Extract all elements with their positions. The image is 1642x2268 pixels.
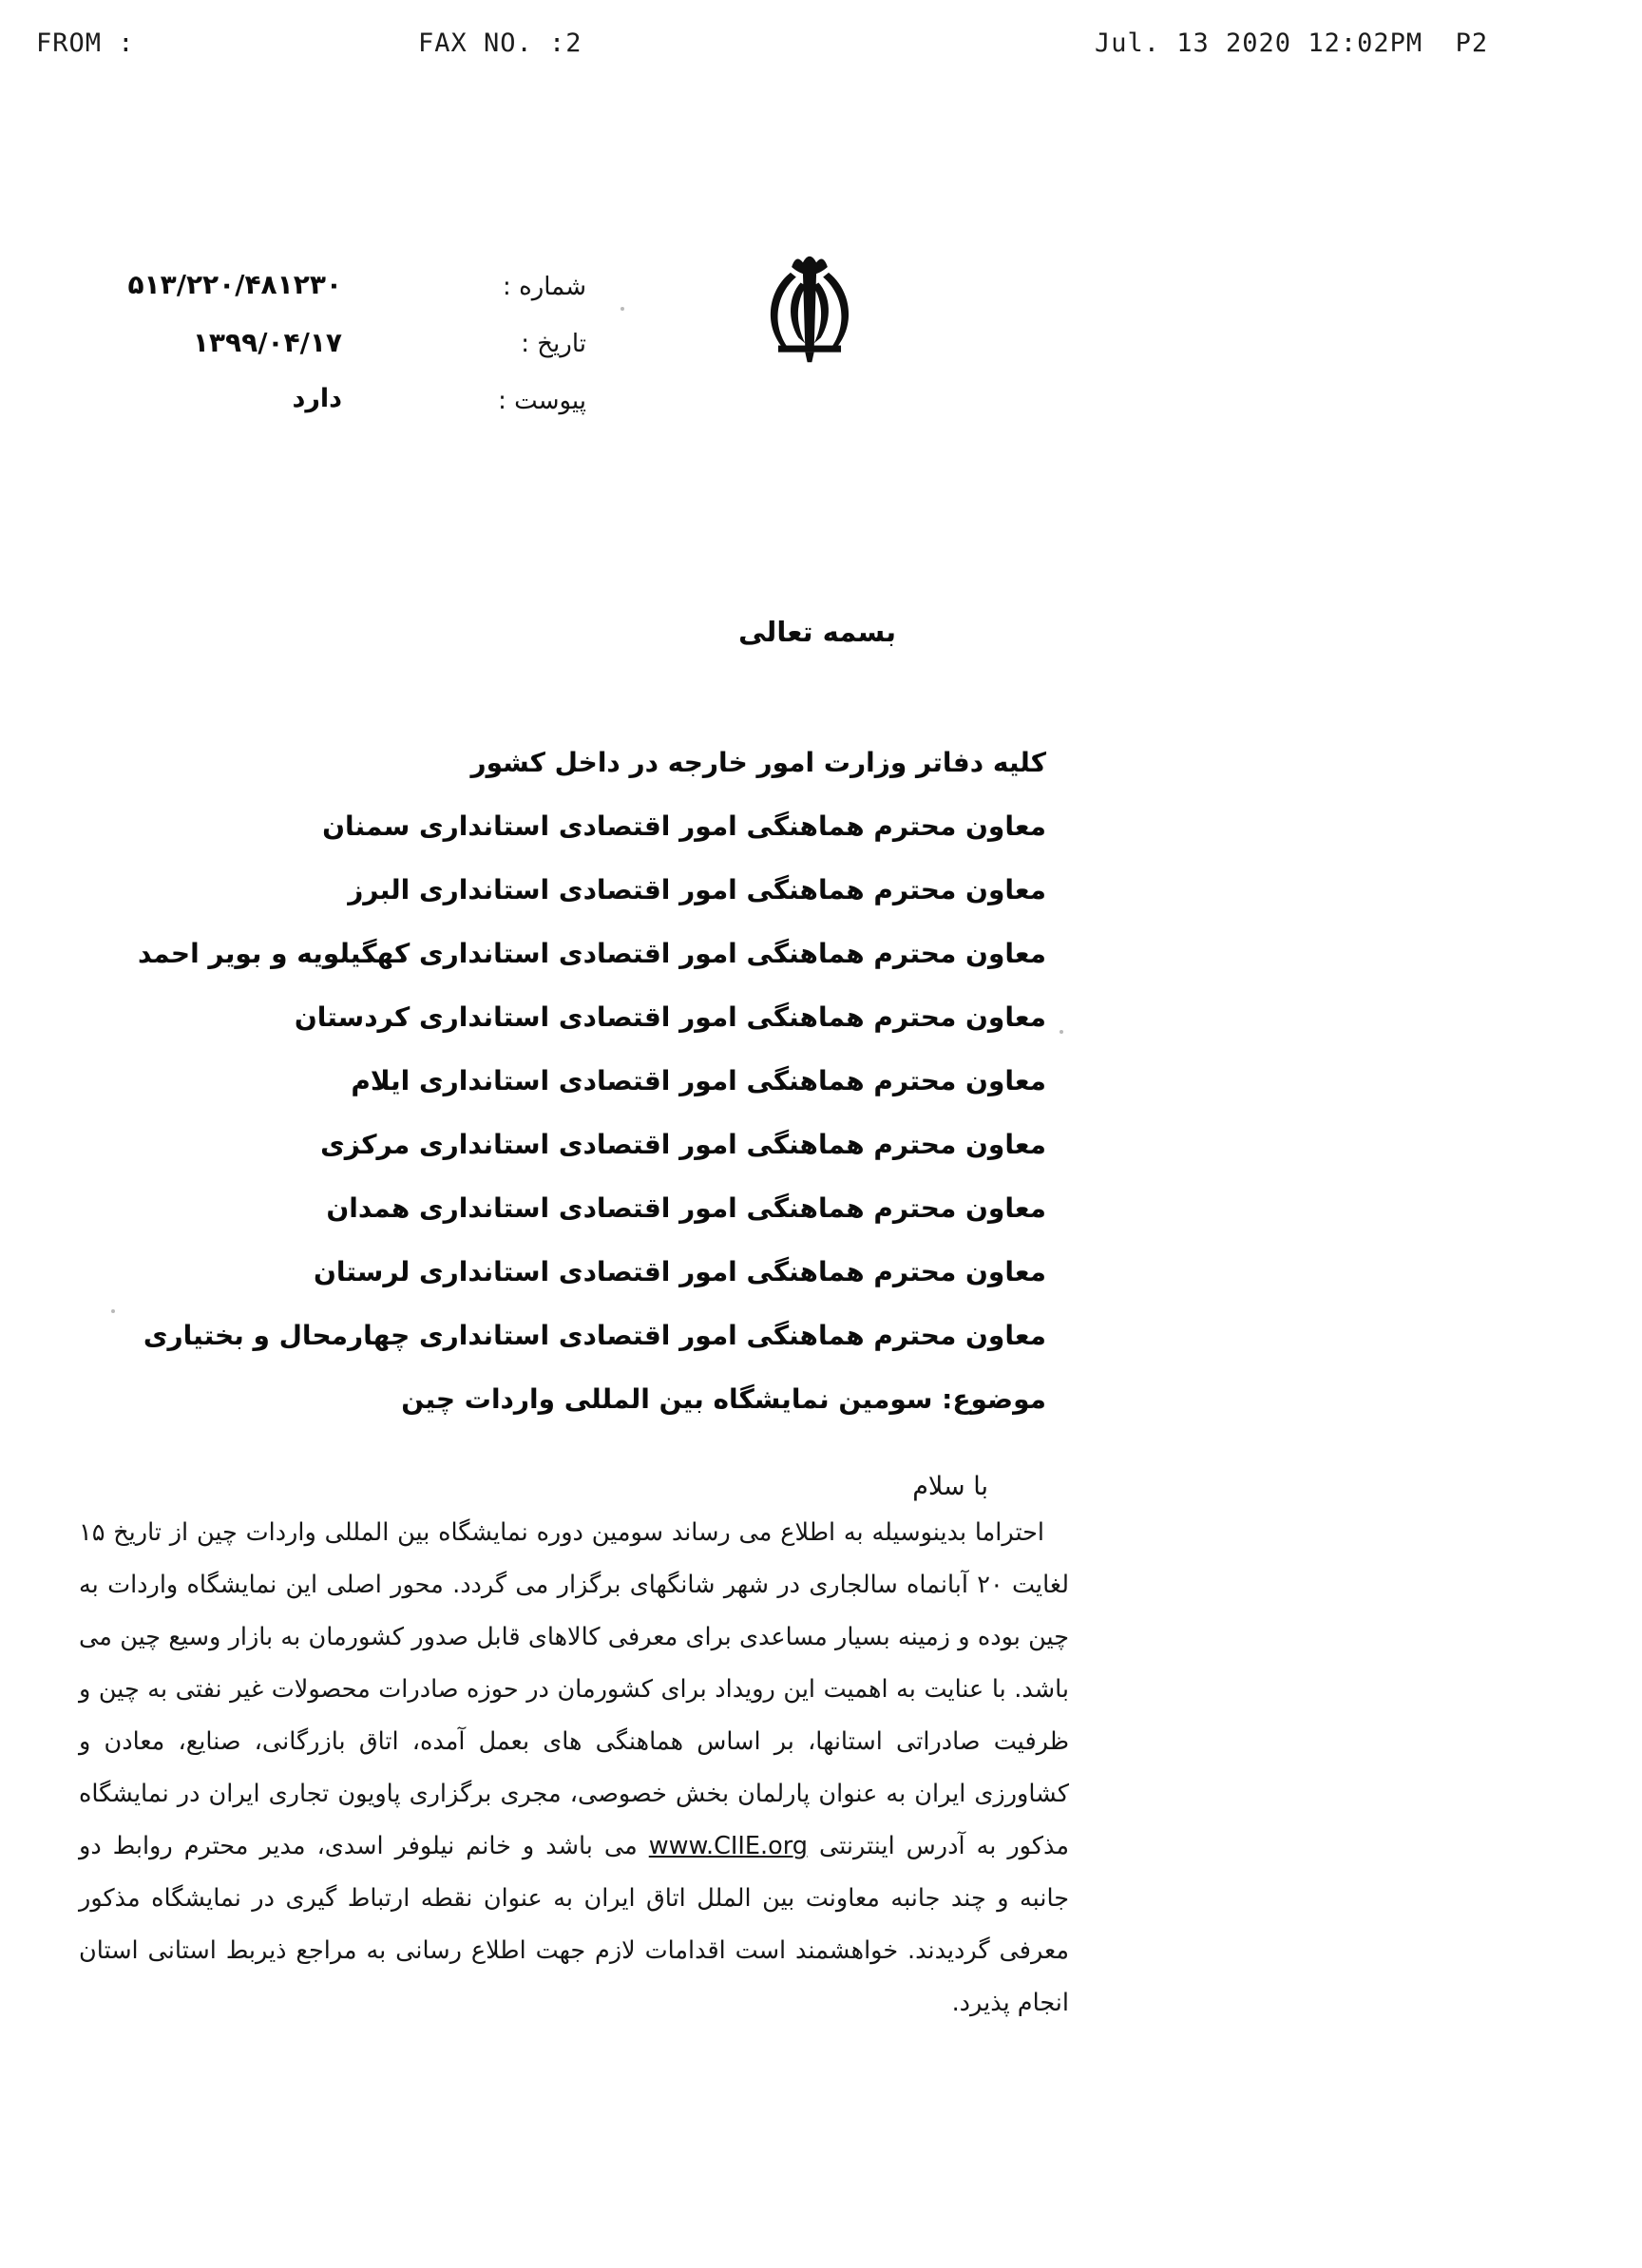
- scan-speck: [111, 1309, 115, 1313]
- attachment-value: دارد: [292, 384, 342, 413]
- besmele-invocation: بسمه تعالی: [738, 616, 896, 648]
- ref-number-label: شماره :: [503, 273, 586, 301]
- body-text-after-url: می باشد و خانم نیلوفر اسدی، مدیر محترم روابط دو جانبه و چند جانبه معاونت بین الملل اتاق ایران به عنوان نقطه ارتباط گیری در نمایشگاه مذکور معرفی گردیدند. خواهشمند است اقدامات لازم جهت اطلاع رسانی به مراجع ذیربط استانی استان انجام پذیرد.: [79, 1832, 1069, 2017]
- subject-line: موضوع: سومین نمایشگاه بین المللی واردات چین: [401, 1383, 1046, 1415]
- ref-number-value: ۵۱۳/۲۲۰/۴۸۱۲۳۰: [127, 269, 342, 300]
- letter-body: [79, 1507, 1069, 2030]
- salutation: با سلام: [912, 1472, 988, 1501]
- ciie-url-text: www.CIIE.org: [648, 1832, 808, 1860]
- recipient-line: معاون محترم هماهنگی امور اقتصادی استانداری ایلام: [351, 1065, 1046, 1096]
- iran-allah-emblem-icon: [754, 249, 866, 372]
- fax-from-label: FROM :: [36, 29, 135, 58]
- body-text-before-url: احتراما بدینوسیله به اطلاع می رساند سومین دوره نمایشگاه بین المللی واردات چین از تاریخ ۱۵ لغایت ۲۰ آبانماه سالجاری در شهر شانگهای برگزار می گردد. محور اصلی این نمایشگاه واردات به چین بوده و زمینه بسیار مساعدی برای معرفی کالاهای قابل صدور کشورمان به بازار وسیع چین می باشد. با عنایت به اهمیت این رویداد برای کشورمان در حوزه صادرات محصولات غیر نفتی به چین و ظرفیت صادراتی استانها، بر اساس هماهنگی های بعمل آمده، اتاق بازرگانی، صنایع، معادن و کشاورزی ایران به عنوان پارلمان بخش خصوصی، مجری برگزاری پاویون تجاری ایران در نمایشگاه مذکور به آدرس اینترنتی: [79, 1518, 1070, 1860]
- date-label: تاریخ :: [521, 330, 586, 358]
- date-value: ۱۳۹۹/۰۴/۱۷: [192, 327, 342, 358]
- scan-speck: [621, 307, 624, 311]
- recipient-line: معاون محترم هماهنگی امور اقتصادی استانداری سمنان: [322, 810, 1046, 842]
- recipient-line: معاون محترم هماهنگی امور اقتصادی استانداری کهگیلویه و بویر احمد: [137, 938, 1046, 969]
- attachment-label: پیوست :: [498, 387, 586, 415]
- recipients-list: [138, 744, 1046, 1444]
- recipient-line: معاون محترم هماهنگی امور اقتصادی استانداری لرستان: [313, 1256, 1046, 1287]
- fax-number-label: FAX NO. :2: [418, 29, 582, 58]
- scan-speck: [1060, 1030, 1063, 1034]
- recipient-line: کلیه دفاتر وزارت امور خارجه در داخل کشور: [470, 747, 1046, 778]
- recipient-line: معاون محترم هماهنگی امور اقتصادی استانداری کردستان: [294, 1001, 1046, 1033]
- recipient-line: معاون محترم هماهنگی امور اقتصادی استانداری همدان: [326, 1192, 1046, 1224]
- recipient-line: معاون محترم هماهنگی امور اقتصادی استانداری مرکزی: [320, 1129, 1046, 1160]
- recipient-line: معاون محترم هماهنگی امور اقتصادی استانداری چهارمحال و بختیاری: [143, 1320, 1046, 1351]
- fax-datetime-stamp: Jul. 13 2020 12:02PM P2: [1095, 29, 1489, 58]
- recipient-line: معاون محترم هماهنگی امور اقتصادی استانداری البرز: [348, 874, 1046, 905]
